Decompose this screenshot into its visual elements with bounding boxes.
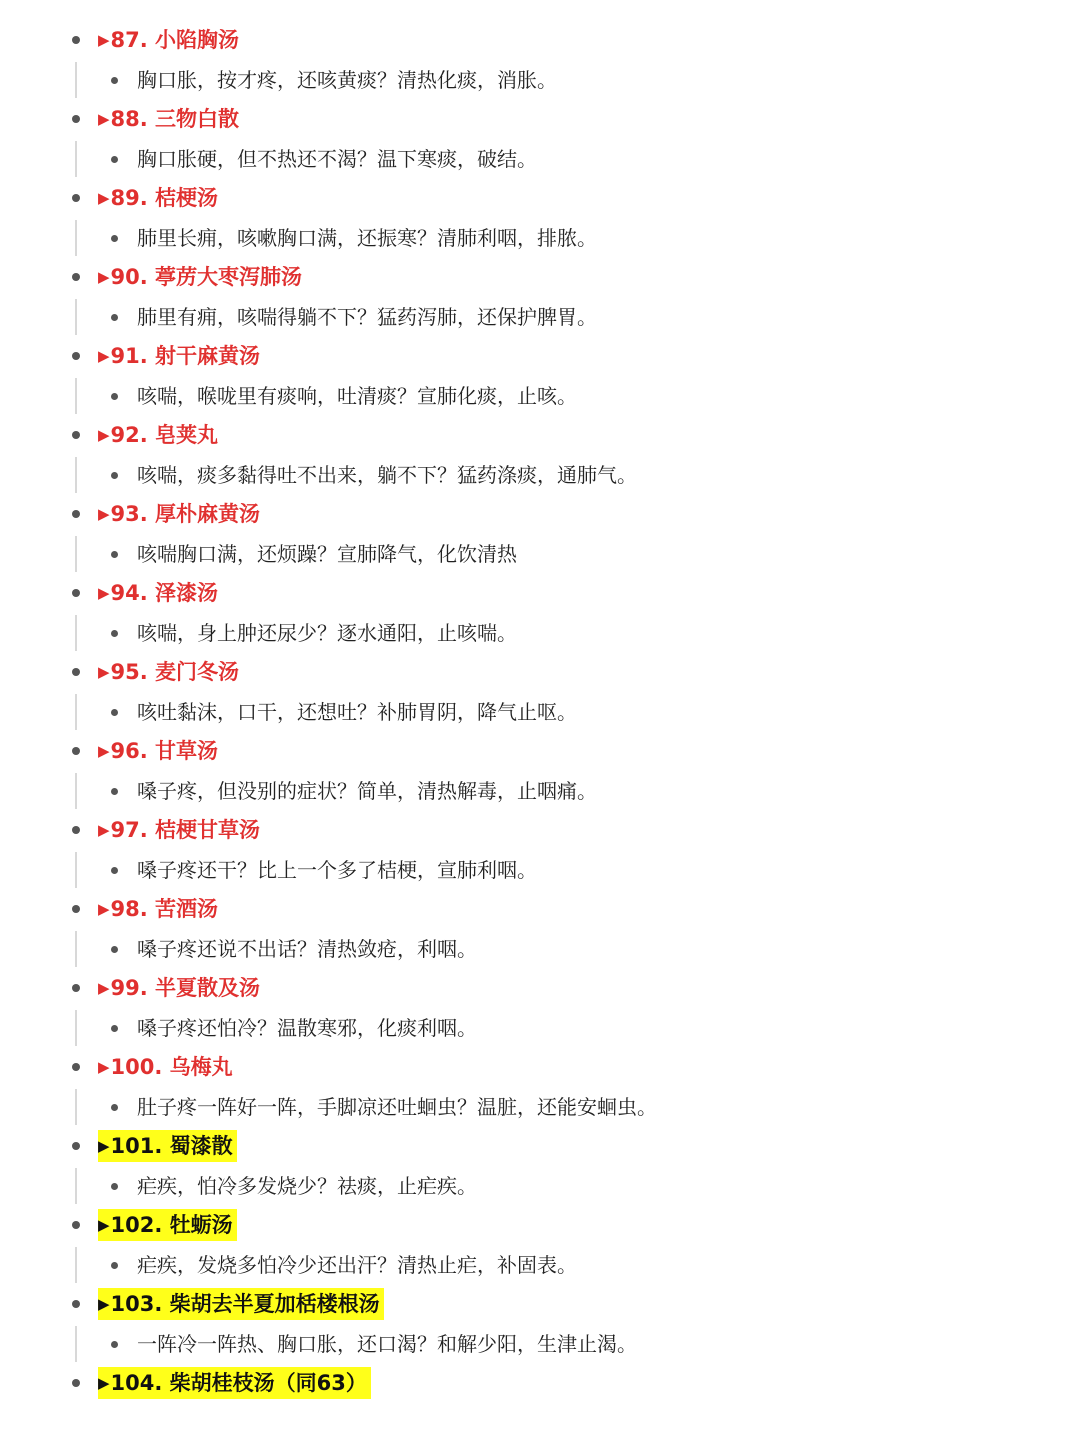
triangle-marker-icon: ▶ [98,268,110,286]
formula-description: 咳喘，痰多黏得吐不出来，躺不下？猛药涤痰，通肺气。 [137,462,637,487]
sub-bullet-icon [111,1025,118,1032]
formula-title-row [0,415,1080,455]
formula-title [98,972,264,1004]
formula-title-row [0,652,1080,692]
formula-desc-row [0,139,1080,179]
formula-title-row [0,1363,1080,1403]
bullet-icon [72,668,80,676]
formula-title-row [0,889,1080,929]
formula-description: 嗓子疼还干？比上一个多了桔梗，宣肺利咽。 [137,857,537,882]
indent-guide-line [75,852,77,888]
bullet-icon [72,431,80,439]
sub-bullet-icon [111,1262,118,1269]
formula-entry [0,336,1080,415]
formula-entry [0,99,1080,178]
formula-entry [0,1126,1080,1205]
formula-title [98,577,222,609]
sub-bullet-icon [111,156,118,163]
indent-guide-line [75,1168,77,1204]
formula-entry [0,968,1080,1047]
formula-entry [0,1205,1080,1284]
triangle-marker-icon: ▶ [98,1295,110,1313]
formula-title [98,656,243,688]
bullet-icon [72,36,80,44]
formula-entry [0,889,1080,968]
formula-title-row [0,494,1080,534]
formula-desc-row [0,218,1080,258]
sub-bullet-icon [111,630,118,637]
bullet-icon [72,194,80,202]
formula-description: 疟疾，怕冷多发烧少？祛痰，止疟疾。 [137,1173,477,1198]
triangle-marker-icon: ▶ [98,742,110,760]
triangle-marker-icon: ▶ [98,31,110,49]
formula-description: 胸口胀，按才疼，还咳黄痰？清热化痰，消胀。 [137,67,557,92]
formula-entry [0,257,1080,336]
sub-bullet-icon [111,1183,118,1190]
formula-entry [0,1363,1080,1403]
formula-desc-row [0,1166,1080,1206]
formula-desc-row [0,297,1080,337]
formula-title-row [0,1047,1080,1087]
formula-entry [0,494,1080,573]
formula-description: 咳喘胸口满，还烦躁？宣肺降气，化饮清热 [137,541,517,566]
bullet-icon [72,510,80,518]
triangle-marker-icon: ▶ [98,663,110,681]
sub-bullet-icon [111,867,118,874]
indent-guide-line [75,694,77,730]
formula-entry [0,731,1080,810]
formula-title [98,1367,371,1399]
formula-title-text: 96. 甘草汤 [110,739,219,763]
formula-title-row [0,99,1080,139]
formula-title-row [0,1205,1080,1245]
formula-title-text: 98. 苦酒汤 [110,897,219,921]
indent-guide-line [75,457,77,493]
formula-title-text: 104. 柴胡桂枝汤（同63） [110,1371,367,1395]
formula-description: 咳喘，喉咙里有痰响，吐清痰？宣肺化痰，止咳。 [137,383,577,408]
indent-guide-line [75,1326,77,1362]
formula-desc-row [0,850,1080,890]
formula-title-row [0,968,1080,1008]
bullet-icon [72,1142,80,1150]
bullet-icon [72,589,80,597]
formula-title-row [0,1284,1080,1324]
formula-title [98,261,306,293]
formula-desc-row [0,1087,1080,1127]
formula-title-text: 94. 泽漆汤 [110,581,219,605]
formula-title-text: 91. 射干麻黄汤 [110,344,261,368]
formula-desc-row [0,1008,1080,1048]
indent-guide-line [75,1247,77,1283]
indent-guide-line [75,62,77,98]
formula-description: 疟疾，发烧多怕冷少还出汗？清热止疟，补固表。 [137,1252,577,1277]
triangle-marker-icon: ▶ [98,1137,110,1155]
formula-desc-row [0,771,1080,811]
sub-bullet-icon [111,235,118,242]
formula-entry [0,1284,1080,1363]
triangle-marker-icon: ▶ [98,900,110,918]
formula-title [98,1130,237,1162]
formula-desc-row [0,929,1080,969]
indent-guide-line [75,615,77,651]
formula-title [98,1288,384,1320]
bullet-icon [72,984,80,992]
formula-title-text: 103. 柴胡去半夏加栝楼根汤 [110,1292,380,1316]
sub-bullet-icon [111,1341,118,1348]
indent-guide-line [75,141,77,177]
triangle-marker-icon: ▶ [98,110,110,128]
indent-guide-line [75,536,77,572]
formula-description: 肚子疼一阵好一阵，手脚凉还吐蛔虫？温脏，还能安蛔虫。 [137,1094,657,1119]
formula-entry [0,573,1080,652]
formula-title [98,182,222,214]
formula-description: 嗓子疼还说不出话？清热敛疮，利咽。 [137,936,477,961]
formula-entry [0,652,1080,731]
formula-title-text: 93. 厚朴麻黄汤 [110,502,261,526]
bullet-icon [72,1379,80,1387]
formula-title [98,893,222,925]
triangle-marker-icon: ▶ [98,979,110,997]
formula-entry [0,1047,1080,1126]
formula-title [98,735,222,767]
formula-description: 咳喘，身上肿还尿少？逐水通阳，止咳喘。 [137,620,517,645]
formula-title [98,814,264,846]
formula-entry [0,178,1080,257]
bullet-icon [72,1300,80,1308]
formula-desc-row [0,1324,1080,1364]
sub-bullet-icon [111,551,118,558]
formula-description: 咳吐黏沫，口干，还想吐？补肺胃阴，降气止呕。 [137,699,577,724]
bullet-icon [72,1063,80,1071]
triangle-marker-icon: ▶ [98,584,110,602]
formula-desc-row [0,376,1080,416]
formula-title-text: 88. 三物白散 [110,107,240,131]
triangle-marker-icon: ▶ [98,1058,110,1076]
formula-description: 胸口胀硬，但不热还不渴？温下寒痰，破结。 [137,146,537,171]
triangle-marker-icon: ▶ [98,1374,110,1392]
triangle-marker-icon: ▶ [98,426,110,444]
formula-entry [0,810,1080,889]
formula-title-text: 99. 半夏散及汤 [110,976,261,1000]
formula-desc-row [0,1245,1080,1285]
sub-bullet-icon [111,393,118,400]
formula-title-row [0,1126,1080,1166]
formula-title-row [0,336,1080,376]
formula-title-text: 92. 皂荚丸 [110,423,219,447]
indent-guide-line [75,378,77,414]
formula-title-text: 95. 麦门冬汤 [110,660,240,684]
formula-desc-row [0,60,1080,100]
formula-desc-row [0,534,1080,574]
indent-guide-line [75,1010,77,1046]
formula-title-text: 102. 牡蛎汤 [110,1213,233,1237]
triangle-marker-icon: ▶ [98,189,110,207]
indent-guide-line [75,773,77,809]
formula-description: 嗓子疼还怕冷？温散寒邪，化痰利咽。 [137,1015,477,1040]
formula-title-text: 89. 桔梗汤 [110,186,219,210]
formula-entry [0,20,1080,99]
formula-title-row [0,20,1080,60]
formula-title-text: 97. 桔梗甘草汤 [110,818,261,842]
sub-bullet-icon [111,788,118,795]
sub-bullet-icon [111,1104,118,1111]
formula-desc-row [0,692,1080,732]
sub-bullet-icon [111,472,118,479]
sub-bullet-icon [111,77,118,84]
indent-guide-line [75,299,77,335]
triangle-marker-icon: ▶ [98,347,110,365]
formula-title-row [0,573,1080,613]
bullet-icon [72,747,80,755]
bullet-icon [72,905,80,913]
formula-entry [0,415,1080,494]
sub-bullet-icon [111,709,118,716]
indent-guide-line [75,1089,77,1125]
formula-title [98,103,243,135]
formula-title-row [0,257,1080,297]
formula-description: 肺里有痈，咳喘得躺不下？猛药泻肺，还保护脾胃。 [137,304,597,329]
indent-guide-line [75,931,77,967]
bullet-icon [72,352,80,360]
sub-bullet-icon [111,314,118,321]
bullet-icon [72,115,80,123]
formula-description: 一阵冷一阵热、胸口胀，还口渴？和解少阳，生津止渴。 [137,1331,637,1356]
formula-description: 嗓子疼，但没别的症状？简单，清热解毒，止咽痛。 [137,778,597,803]
formula-title [98,419,222,451]
triangle-marker-icon: ▶ [98,821,110,839]
formula-title-row [0,810,1080,850]
formula-title [98,1051,237,1083]
sub-bullet-icon [111,946,118,953]
indent-guide-line [75,220,77,256]
formula-desc-row [0,613,1080,653]
formula-title [98,498,264,530]
formula-title [98,1209,237,1241]
triangle-marker-icon: ▶ [98,505,110,523]
formula-title-row [0,178,1080,218]
formula-title-row [0,731,1080,771]
formula-title-text: 90. 葶苈大枣泻肺汤 [110,265,303,289]
formula-title-text: 101. 蜀漆散 [110,1134,233,1158]
bullet-icon [72,826,80,834]
formula-description: 肺里长痈，咳嗽胸口满，还振寒？清肺利咽，排脓。 [137,225,597,250]
triangle-marker-icon: ▶ [98,1216,110,1234]
bullet-icon [72,273,80,281]
formula-title-text: 87. 小陷胸汤 [110,28,240,52]
formula-desc-row [0,455,1080,495]
bullet-icon [72,1221,80,1229]
formula-title-text: 100. 乌梅丸 [110,1055,233,1079]
formula-title [98,24,243,56]
formula-title [98,340,264,372]
